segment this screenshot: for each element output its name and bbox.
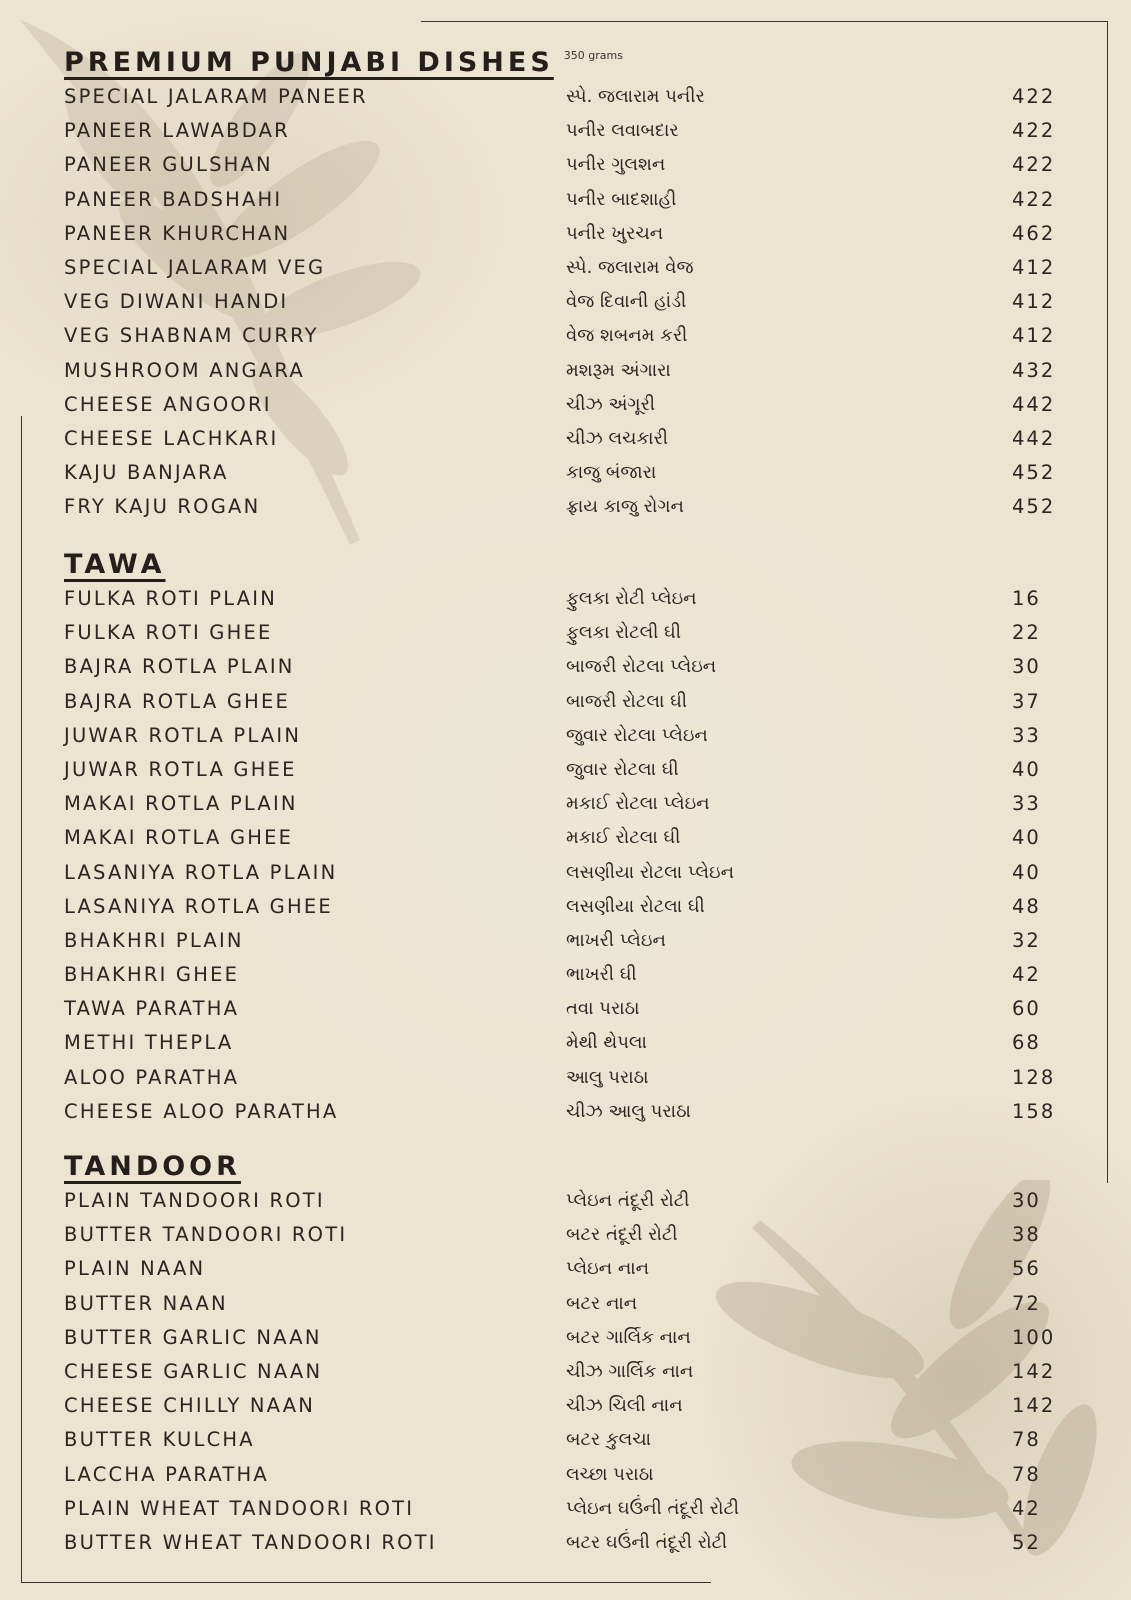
menu-item-row bbox=[64, 285, 1064, 319]
item-name-gujarati: બટર તંદૂરી રોટી bbox=[566, 1224, 678, 1246]
item-name-gujarati: બટર નાન bbox=[566, 1292, 638, 1314]
item-name-english: MAKAI ROTLA GHEE bbox=[64, 826, 294, 850]
item-name-english: ALOO PARATHA bbox=[64, 1065, 240, 1089]
menu-item-row bbox=[64, 114, 1064, 148]
item-name-gujarati: સ્પે. જલારામ પનીર bbox=[566, 86, 705, 107]
item-price: 142 bbox=[1012, 1359, 1056, 1383]
item-name-gujarati: ફ્રાય કાજુ રોગન bbox=[566, 496, 684, 518]
frame-border-right bbox=[1107, 21, 1108, 1183]
item-price: 42 bbox=[1012, 1496, 1041, 1520]
menu-item-row bbox=[64, 753, 1064, 787]
item-price: 72 bbox=[1012, 1291, 1041, 1315]
item-name-gujarati: જુવાર રોટલા ઘી bbox=[566, 758, 679, 780]
menu-item-row bbox=[64, 1423, 1064, 1457]
item-name-english: LASANIYA ROTLA GHEE bbox=[64, 894, 333, 918]
item-price: 68 bbox=[1012, 1031, 1041, 1055]
item-name-gujarati: પ્લેઇન ઘઉંની તંદૂરી રોટી bbox=[566, 1497, 740, 1519]
menu-item-row bbox=[64, 422, 1064, 456]
menu-item-row bbox=[64, 354, 1064, 388]
item-price: 452 bbox=[1012, 461, 1056, 485]
item-name-english: METHI THEPLA bbox=[64, 1031, 234, 1055]
item-name-gujarati: ભાખરી પ્લેઇન bbox=[566, 929, 666, 951]
item-price: 442 bbox=[1012, 426, 1056, 450]
menu-item-row bbox=[64, 958, 1064, 992]
menu-item-row bbox=[64, 616, 1064, 650]
section-title: PREMIUM PUNJABI DISHES bbox=[64, 47, 554, 78]
menu-item-row bbox=[64, 1218, 1064, 1252]
menu-item-row bbox=[64, 787, 1064, 821]
menu-item-row bbox=[64, 217, 1064, 251]
item-price: 32 bbox=[1012, 928, 1041, 952]
item-price: 412 bbox=[1012, 290, 1056, 314]
item-name-english: FULKA ROTI GHEE bbox=[64, 621, 273, 645]
menu-item-row bbox=[64, 490, 1064, 524]
item-name-english: MUSHROOM ANGARA bbox=[64, 358, 305, 382]
item-price: 48 bbox=[1012, 894, 1041, 918]
menu-item-row bbox=[64, 924, 1064, 958]
menu-item-row bbox=[64, 1095, 1064, 1129]
menu-item-row bbox=[64, 1492, 1064, 1526]
item-name-english: FULKA ROTI PLAIN bbox=[64, 587, 278, 610]
item-name-english: BHAKHRI GHEE bbox=[64, 963, 240, 987]
item-price: 422 bbox=[1012, 85, 1056, 108]
item-name-english: PANEER KHURCHAN bbox=[64, 221, 291, 245]
item-price: 40 bbox=[1012, 757, 1041, 781]
menu-item-row bbox=[64, 1061, 1064, 1095]
menu-item-row bbox=[64, 650, 1064, 684]
item-price: 142 bbox=[1012, 1394, 1056, 1418]
item-name-gujarati: ફુલકા રોટી પ્લેઇન bbox=[566, 588, 697, 609]
menu-item-list bbox=[64, 582, 1064, 1129]
item-price: 78 bbox=[1012, 1462, 1041, 1486]
item-name-english: CHEESE ALOO PARATHA bbox=[64, 1099, 339, 1123]
item-price: 60 bbox=[1012, 997, 1041, 1021]
item-name-gujarati: કાજુ બંજારા bbox=[566, 462, 657, 484]
item-price: 422 bbox=[1012, 119, 1056, 143]
item-name-english: BUTTER NAAN bbox=[64, 1291, 228, 1315]
item-price: 38 bbox=[1012, 1223, 1041, 1247]
item-price: 422 bbox=[1012, 153, 1056, 177]
frame-border-left bbox=[21, 416, 22, 1582]
item-name-english: PANEER BADSHAHI bbox=[64, 187, 283, 211]
item-name-gujarati: બટર કુલચા bbox=[566, 1429, 652, 1451]
frame-border-bottom bbox=[21, 1582, 711, 1583]
item-name-gujarati: બટર ઘઉંની તંદૂરી રોટી bbox=[566, 1531, 728, 1553]
item-price: 100 bbox=[1012, 1325, 1056, 1349]
item-price: 52 bbox=[1012, 1530, 1041, 1554]
menu-item-row bbox=[64, 1184, 1064, 1218]
menu-item-row bbox=[64, 1355, 1064, 1389]
item-price: 158 bbox=[1012, 1099, 1056, 1123]
menu-section bbox=[64, 1142, 1064, 1560]
menu-item-row bbox=[64, 183, 1064, 217]
item-name-english: BAJRA ROTLA PLAIN bbox=[64, 655, 295, 679]
item-price: 42 bbox=[1012, 963, 1041, 987]
item-name-gujarati: ભાખરી ઘી bbox=[566, 964, 637, 986]
item-name-gujarati: પ્લેઇન તંદૂરી રોટી bbox=[566, 1190, 690, 1211]
item-price: 33 bbox=[1012, 723, 1041, 747]
item-price: 30 bbox=[1012, 655, 1041, 679]
item-price: 37 bbox=[1012, 689, 1041, 713]
section-note: 350 grams bbox=[563, 49, 623, 62]
item-name-english: SPECIAL JALARAM VEG bbox=[64, 255, 326, 279]
item-name-english: FRY KAJU ROGAN bbox=[64, 495, 261, 519]
item-name-english: VEG SHABNAM CURRY bbox=[64, 324, 319, 348]
item-name-english: SPECIAL JALARAM PANEER bbox=[64, 85, 368, 108]
item-name-gujarati: ચીઝ આલુ પરાઠા bbox=[566, 1100, 691, 1122]
menu-section bbox=[64, 540, 1064, 1129]
item-price: 30 bbox=[1012, 1189, 1041, 1212]
item-price: 412 bbox=[1012, 255, 1056, 279]
menu-item-row bbox=[64, 80, 1064, 114]
menu-item-row bbox=[64, 719, 1064, 753]
item-name-gujarati: બાજરી રોટલા ઘી bbox=[566, 690, 687, 712]
item-name-gujarati: બટર ગાર્લિક નાન bbox=[566, 1326, 691, 1348]
item-name-english: BUTTER GARLIC NAAN bbox=[64, 1325, 322, 1349]
frame-border-top bbox=[421, 21, 1107, 22]
item-price: 40 bbox=[1012, 826, 1041, 850]
item-name-gujarati: પનીર બાદશાહી bbox=[566, 188, 677, 210]
item-price: 56 bbox=[1012, 1257, 1041, 1281]
item-price: 452 bbox=[1012, 495, 1056, 519]
item-price: 16 bbox=[1012, 587, 1041, 610]
menu-item-row bbox=[64, 1389, 1064, 1423]
menu-item-row bbox=[64, 1458, 1064, 1492]
item-name-english: PANEER GULSHAN bbox=[64, 153, 273, 177]
menu-item-list bbox=[64, 80, 1064, 524]
item-price: 432 bbox=[1012, 358, 1056, 382]
item-name-english: CHEESE ANGOORI bbox=[64, 392, 272, 416]
item-name-gujarati: આલુ પરાઠા bbox=[566, 1066, 649, 1088]
menu-item-row bbox=[64, 388, 1064, 422]
section-title: TANDOOR bbox=[64, 1151, 241, 1182]
item-name-english: PANEER LAWABDAR bbox=[64, 119, 290, 143]
item-name-gujarati: લચ્છા પરાઠા bbox=[566, 1463, 654, 1485]
menu-item-row bbox=[64, 1252, 1064, 1286]
item-name-english: MAKAI ROTLA PLAIN bbox=[64, 792, 298, 816]
menu-item-row bbox=[64, 992, 1064, 1026]
item-price: 412 bbox=[1012, 324, 1056, 348]
item-name-gujarati: તવા પરાઠા bbox=[566, 998, 640, 1020]
item-name-english: PLAIN NAAN bbox=[64, 1257, 206, 1281]
menu-item-row bbox=[64, 251, 1064, 285]
item-name-gujarati: મેથી થેપલા bbox=[566, 1032, 647, 1054]
menu-item-row bbox=[64, 685, 1064, 719]
menu-section bbox=[64, 38, 1064, 524]
menu-item-row bbox=[64, 456, 1064, 490]
item-name-gujarati: ચીઝ ગાર્લિક નાન bbox=[566, 1360, 694, 1382]
item-price: 462 bbox=[1012, 221, 1056, 245]
item-name-english: JUWAR ROTLA PLAIN bbox=[64, 723, 302, 747]
item-name-english: JUWAR ROTLA GHEE bbox=[64, 757, 297, 781]
item-name-gujarati: ચીઝ લચકારી bbox=[566, 427, 669, 449]
section-title: TAWA bbox=[64, 549, 166, 580]
item-name-english: LACCHA PARATHA bbox=[64, 1462, 269, 1486]
item-name-english: TAWA PARATHA bbox=[64, 997, 240, 1021]
item-name-gujarati: પનીર લવાબદાર bbox=[566, 120, 679, 142]
section-heading-row bbox=[64, 38, 1064, 78]
item-name-gujarati: લસણીયા રોટલા ઘી bbox=[566, 895, 705, 917]
item-name-english: PLAIN WHEAT TANDOORI ROTI bbox=[64, 1496, 415, 1520]
item-name-gujarati: પનીર ખુરચન bbox=[566, 222, 664, 244]
item-price: 422 bbox=[1012, 187, 1056, 211]
item-name-gujarati: વેજ દિવાની હાંડી bbox=[566, 291, 687, 313]
item-name-english: LASANIYA ROTLA PLAIN bbox=[64, 860, 338, 884]
item-name-english: PLAIN TANDOORI ROTI bbox=[64, 1189, 325, 1212]
item-name-gujarati: જુવાર રોટલા પ્લેઇન bbox=[566, 724, 708, 746]
menu-item-row bbox=[64, 1026, 1064, 1060]
item-name-english: KAJU BANJARA bbox=[64, 461, 229, 485]
menu-item-row bbox=[64, 890, 1064, 924]
item-name-gujarati: ચીઝ અંગૂરી bbox=[566, 393, 656, 415]
item-name-english: BUTTER WHEAT TANDOORI ROTI bbox=[64, 1530, 437, 1554]
item-name-english: BUTTER KULCHA bbox=[64, 1428, 255, 1452]
section-heading-row bbox=[64, 1142, 1064, 1182]
item-name-english: CHEESE GARLIC NAAN bbox=[64, 1359, 323, 1383]
item-name-gujarati: મકાઈ રોટલા પ્લેઇન bbox=[566, 793, 710, 815]
menu-item-row bbox=[64, 1526, 1064, 1560]
menu-item-row bbox=[64, 582, 1064, 616]
menu-item-row bbox=[64, 148, 1064, 182]
menu-item-list bbox=[64, 1184, 1064, 1560]
item-name-english: VEG DIWANI HANDI bbox=[64, 290, 289, 314]
item-name-gujarati: બાજરી રોટલા પ્લેઇન bbox=[566, 656, 717, 678]
item-name-gujarati: પ્લેઇન નાન bbox=[566, 1258, 650, 1280]
menu-item-row bbox=[64, 319, 1064, 353]
item-name-gujarati: વેજ શબનમ કરી bbox=[566, 325, 688, 347]
item-price: 128 bbox=[1012, 1065, 1056, 1089]
item-price: 78 bbox=[1012, 1428, 1041, 1452]
item-name-gujarati: પનીર ગુલશન bbox=[566, 154, 666, 176]
menu-item-row bbox=[64, 1321, 1064, 1355]
menu-item-row bbox=[64, 821, 1064, 855]
item-name-gujarati: લસણીયા રોટલા પ્લેઇન bbox=[566, 861, 735, 883]
menu-item-row bbox=[64, 1287, 1064, 1321]
item-price: 442 bbox=[1012, 392, 1056, 416]
item-name-english: BAJRA ROTLA GHEE bbox=[64, 689, 291, 713]
item-name-gujarati: ચીઝ ચિલી નાન bbox=[566, 1395, 683, 1417]
item-name-english: BHAKHRI PLAIN bbox=[64, 928, 244, 952]
item-name-gujarati: ફુલકા રોટલી ઘી bbox=[566, 622, 681, 644]
item-name-english: CHEESE LACHKARI bbox=[64, 426, 279, 450]
item-name-gujarati: મશરૂમ અંગારા bbox=[566, 359, 671, 381]
item-price: 40 bbox=[1012, 860, 1041, 884]
item-name-english: BUTTER TANDOORI ROTI bbox=[64, 1223, 348, 1247]
item-name-gujarati: સ્પે. જલારામ વેજ bbox=[566, 256, 694, 278]
section-heading-row bbox=[64, 540, 1064, 580]
item-price: 22 bbox=[1012, 621, 1041, 645]
item-price: 33 bbox=[1012, 792, 1041, 816]
item-name-gujarati: મકાઈ રોટલા ઘી bbox=[566, 827, 681, 849]
menu-item-row bbox=[64, 856, 1064, 890]
item-name-english: CHEESE CHILLY NAAN bbox=[64, 1394, 316, 1418]
